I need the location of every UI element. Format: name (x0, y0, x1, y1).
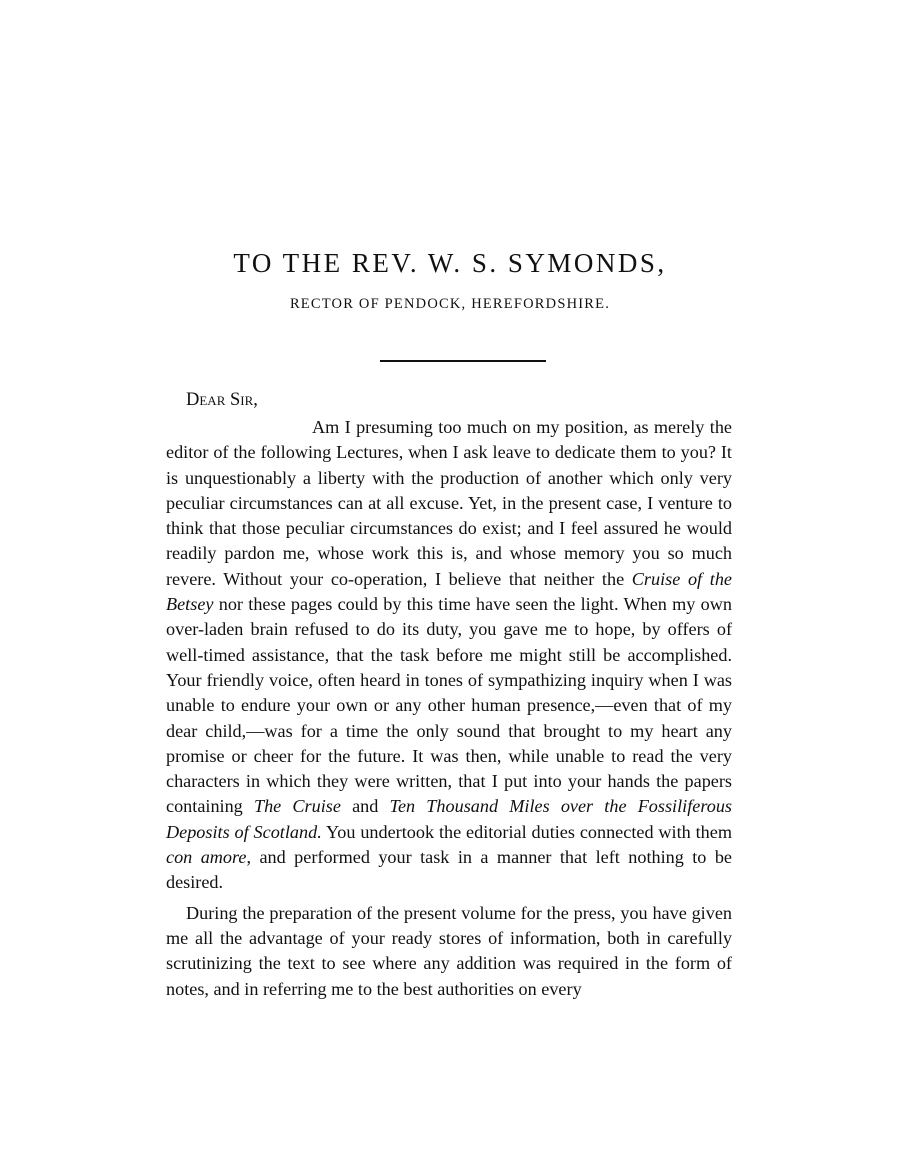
paragraph-1-part-3: and (340, 796, 390, 817)
paragraph-2: During the preparation of the present volume for the press, you have given me all the advantage of your ready stores of information, both in carefully scrutinizing the text to see where any addition was required in the form of notes, and in referring me to the best authorities on every (166, 902, 732, 999)
title-ten-thousand-miles: Ten Thousand Miles over the Fossiliferous Deposits of Scotland. (166, 796, 733, 842)
paragraph-1 (166, 415, 732, 896)
paragraph-1-part-1: Am I presuming too much on my position, as merely the editor of the following Lectures, when I ask leave to dedicate them to you? It is unquestionably a liberty with the production of another which only very peculiar circumstances can at all excuse. Yet, in the present case, I venture to think that those peculiar circumstances do exist; and I feel assured he would readily pardon me, whose work this is, and whose memory you so much revere. Without your co-operation, I believe that neither the (166, 417, 732, 589)
paragraph-1-part-5: , and performed your task in a manner that left nothing to be desired. (166, 847, 732, 893)
title-cruise-of-the-betsey: Cruise of the Betsey (166, 568, 732, 615)
paragraph-1-part-4: You undertook the editorial duties connected with them (321, 821, 732, 842)
divider-rule (380, 360, 546, 362)
letter-body (166, 415, 732, 1002)
dedication-title: TO THE REV. W. S. SYMONDS, (233, 248, 667, 278)
paragraph-1-part-2: nor these pages could by this time have seen the light. When my own over-laden brain refused to do its duty, you gave me to hope, by offers of well-timed assistance, that the task before me might still be accomplished. Your friendly voice, often heard in tones of sympathizing inquiry when I was unable to endure your own or any other human presence,—even that of my dear child,—was for a time the only sound that brought to my heart any promise or cheer for the future. It was then, while unable to read the very characters in which they were written, that I put into your hands the papers containing (166, 594, 732, 817)
dedication-subtitle: RECTOR OF PENDOCK, HEREFORDSHIRE. (289, 296, 611, 312)
salutation: Dear Sir, (186, 390, 258, 410)
title-the-cruise: The Cruise (253, 796, 341, 817)
phrase-con-amore: con amore (166, 847, 247, 868)
